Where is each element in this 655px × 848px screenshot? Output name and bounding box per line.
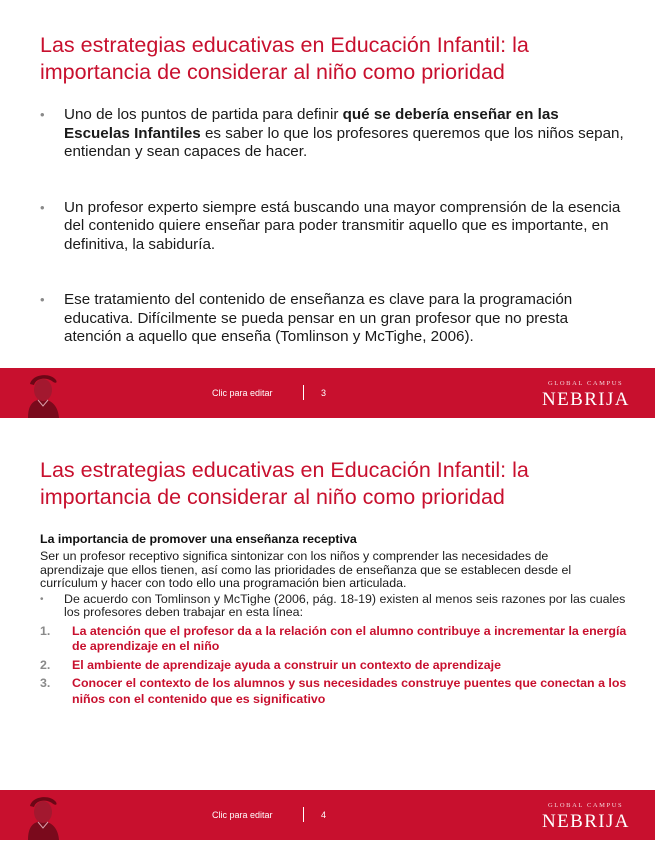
- slide-content: [40, 532, 630, 710]
- brand-logo: NEBRIJA: [542, 389, 630, 410]
- bullet-text-bold: qué se debería enseñar en las Escuelas Infantiles: [64, 106, 559, 142]
- numbered-item: [40, 624, 640, 655]
- brand-campus: GLOBAL CAMPUS: [548, 380, 624, 387]
- footer-edit-label[interactable]: Clic para editar: [212, 810, 273, 820]
- footer-separator: [303, 807, 304, 822]
- paragraph: Ser un profesor receptivo significa sintonizar con los niños y comprender las necesidades de aprendizaje que ellos tienen, así como las prioridades de enseñanza que se establecen desde el currículum y hacer con todo ello una programación bien articulada.: [40, 549, 572, 591]
- bullet-text-post: es saber lo que los profesores queremos que los niños sepan, entiendan y sean capaces de hacer.: [64, 124, 624, 160]
- bullet-item: [40, 291, 625, 347]
- slide-footer: [0, 790, 655, 840]
- item-text: Conocer el contexto de los alumnos y sus necesidades construye puentes que conectan a los niños con el contenido que es significativo: [72, 676, 627, 706]
- footer-separator: [303, 385, 304, 400]
- page-number: 3: [321, 388, 327, 398]
- bullet-item: [40, 199, 625, 255]
- brand-campus: GLOBAL CAMPUS: [548, 802, 624, 809]
- slide-4: [0, 424, 655, 848]
- footer-edit-label[interactable]: Clic para editar: [212, 388, 273, 398]
- slide-3: [0, 0, 655, 420]
- numbered-list: [40, 624, 630, 708]
- bullet-item: [40, 106, 625, 162]
- bullet-dot-icon: •: [40, 199, 45, 215]
- bullet-item: [40, 593, 640, 620]
- numbered-item: [40, 658, 640, 674]
- portrait-logo-icon: [14, 370, 70, 418]
- bullet-text-pre: Uno de los puntos de partida para definir: [64, 106, 343, 123]
- portrait-logo-icon: [14, 792, 70, 840]
- bullet-dot-icon: •: [40, 292, 45, 307]
- item-number: 1.: [40, 623, 51, 638]
- item-text: La atención que el profesor da a la relación con el alumno contribuye a incrementar la energía de aprendizaje en el niño: [72, 623, 627, 654]
- bullet-text: De acuerdo con Tomlinson y McTighe (2006, pág. 18-19) existen al menos seis razones por las cuales los profesores deben trabajar en esta línea:: [64, 591, 626, 620]
- subheading: La importancia de promover una enseñanza receptiva: [40, 532, 357, 546]
- bullet-text: Un profesor experto siempre está buscando una mayor comprensión de la esencia del contenido quiere enseñar para poder transmitir aquello que es importante, en definitiva, la sabiduría.: [64, 198, 621, 253]
- bullet-dot-icon: •: [40, 593, 44, 605]
- slide-title: Las estrategias educativas en Educación Infantil: la importancia de considerar al niño como prioridad: [40, 33, 529, 84]
- slide-footer: [0, 368, 655, 418]
- item-number: 3.: [40, 676, 51, 691]
- slide-title: Las estrategias educativas en Educación Infantil: la importancia de considerar al niño como prioridad: [40, 458, 529, 509]
- item-number: 2.: [40, 657, 51, 672]
- bullet-dot-icon: •: [40, 107, 45, 122]
- numbered-item: [40, 676, 640, 707]
- item-text: El ambiente de aprendizaje ayuda a construir un contexto de aprendizaje: [72, 657, 501, 672]
- brand-logo: NEBRIJA: [542, 811, 630, 832]
- page-number: 4: [321, 810, 327, 820]
- bullet-list: [40, 106, 625, 384]
- bullet-text: Ese tratamiento del contenido de enseñanza es clave para la programación educativa. Difícilmente se pueda pensar en un gran profesor que no presta atención a aquello que enseña (Tomlinson y McTighe, 2006).: [64, 291, 573, 345]
